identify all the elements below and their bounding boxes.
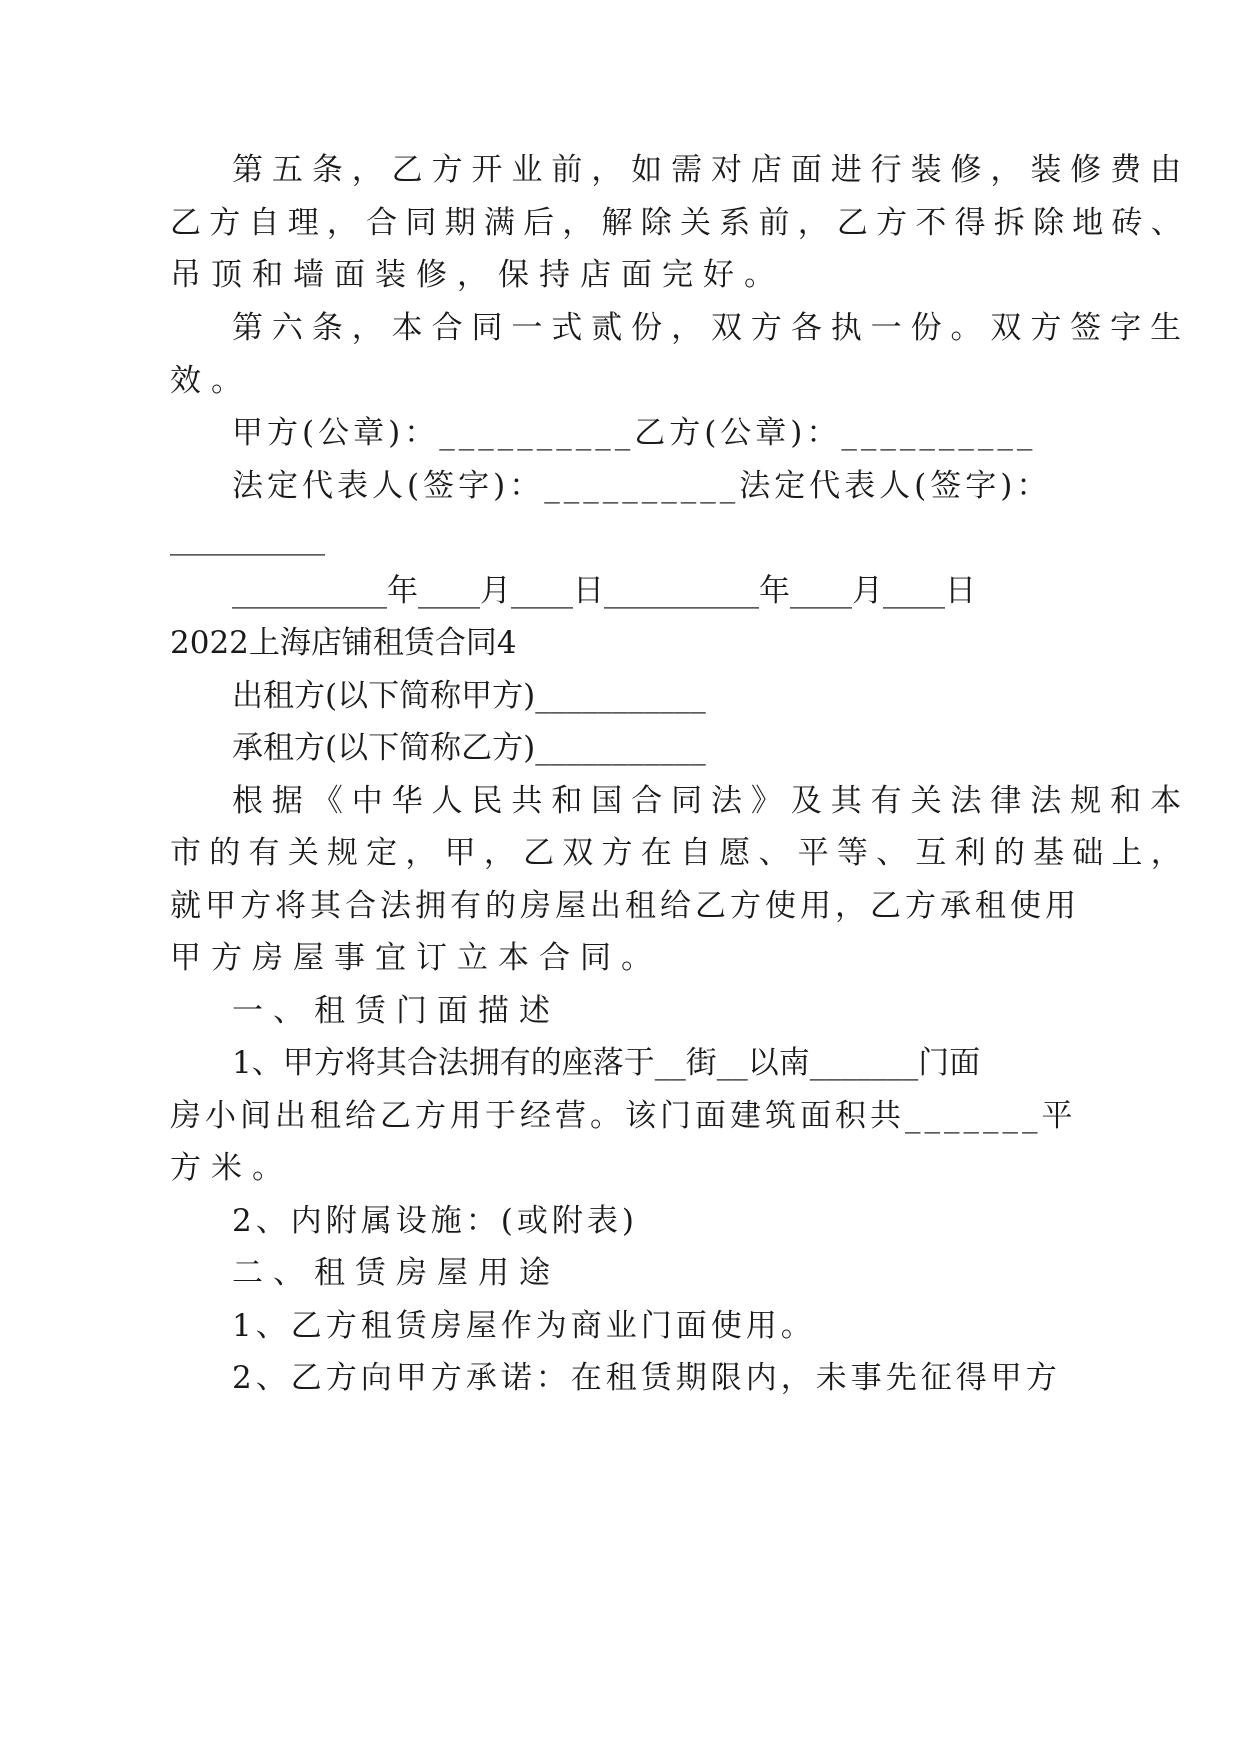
text-line: 甲方房屋事宜订立本合同。 xyxy=(170,940,662,976)
text-line: 吊顶和墙面装修，保持店面完好。 xyxy=(170,257,785,293)
section-title: 2022上海店铺租赁合同4 xyxy=(170,625,517,661)
text-line: 2、乙方向甲方承诺：在租赁期限内，未事先征得甲方 xyxy=(232,1360,1061,1396)
signature-line-seal: 甲方(公章)：__________乙方(公章)：__________ xyxy=(232,415,1037,451)
signature-line-representative: 法定代表人(签字)：__________法定代表人(签字)： xyxy=(232,468,1052,504)
signature-blank: __________ xyxy=(170,520,325,556)
section-heading: 二、租赁房屋用途 xyxy=(232,1255,560,1291)
lessee-line: 承租方(以下简称乙方)___________ xyxy=(232,730,706,766)
text-line: 就甲方将其合法拥有的房屋出租给乙方使用，乙方承租使用 xyxy=(170,888,1080,924)
text-line: 市的有关规定，甲，乙双方在自愿、平等、互利的基础上， xyxy=(170,835,1190,871)
text-line: 房小间出租给乙方用于经营。该门面建筑面积共_______平 xyxy=(170,1098,1077,1134)
text-line: 1、甲方将其合法拥有的座落于__街__以南_______门面 xyxy=(232,1045,981,1081)
text-line: 乙方自理，合同期满后，解除关系前，乙方不得拆除地砖、 xyxy=(170,205,1190,241)
text-line: 效。 xyxy=(170,363,252,399)
text-line: 方米。 xyxy=(170,1150,293,1186)
text-line: 2、内附属设施：(或附表) xyxy=(232,1203,638,1239)
text-line: 1、乙方租赁房屋作为商业门面使用。 xyxy=(232,1308,816,1344)
text-line: 根据《中华人民共和国合同法》及其有关法律法规和本 xyxy=(232,783,1190,819)
section-heading: 一、租赁门面描述 xyxy=(232,993,560,1029)
date-line: __________年____月____日__________年____月____日 xyxy=(232,573,976,609)
text-line: 第六条，本合同一式贰份，双方各执一份。双方签字生 xyxy=(232,310,1190,346)
lessor-line: 出租方(以下简称甲方)___________ xyxy=(232,678,706,714)
text-line: 第五条，乙方开业前，如需对店面进行装修，装修费由 xyxy=(232,152,1190,188)
